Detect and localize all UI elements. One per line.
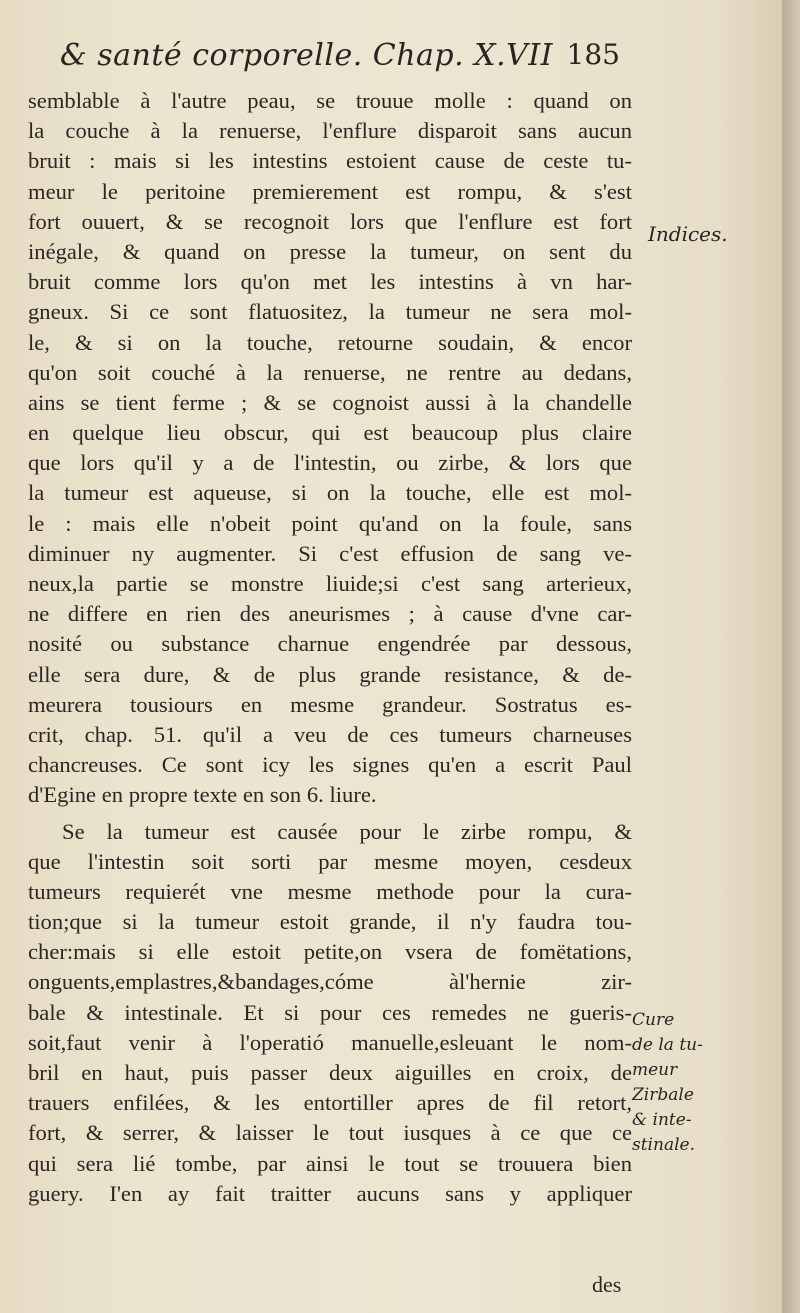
text-line: crit, chap. 51. qu'il a veu de ces tumeurs charneuses: [28, 721, 632, 747]
text-line: d'Egine en propre texte en son 6. liure.: [28, 782, 377, 808]
text-line: ains se tient ferme ; & se cognoist aussi à la chandelle: [28, 389, 632, 415]
catchword: des: [592, 1272, 622, 1297]
text-line: semblable à l'autre peau, se trouue molle : quand on: [28, 88, 632, 113]
body-text: [28, 86, 632, 1209]
text-line: le, & si on la touche, retourne soudain, & encor: [28, 329, 632, 355]
text-line: bruit comme lors qu'on met les intestins à vn har-: [28, 269, 632, 295]
margin-note-indices: Indices.: [648, 222, 728, 246]
margin-note-line: Zirbale: [632, 1085, 694, 1105]
text-line: tumeurs requierét vne mesme methode pour la cura-: [28, 878, 632, 904]
text-line: neux,la partie se monstre liuide;si c'est sang arterieux,: [28, 571, 632, 596]
text-line: fort, & serrer, & laisser le tout iusques à ce que ce: [28, 1120, 632, 1146]
page-number: 185: [566, 38, 620, 71]
text-line: bale & intestinale. Et si pour ces remedes ne gueris-: [28, 999, 632, 1025]
text-line: diminuer ny augmenter. Si c'est effusion de sang ve-: [28, 540, 632, 566]
text-line: bruit : mais si les intestins estoient cause de ceste tu-: [28, 148, 632, 174]
text-line: cher:mais si elle estoit petite,on vsera de fomëtations,: [28, 939, 632, 965]
text-line: trauers enfilées, & les entortiller apres de fil retort,: [28, 1090, 632, 1116]
text-line: ne differe en rien des aneurismes ; à cause d'vne car-: [28, 601, 632, 627]
text-line: meur le peritoine premierement est rompu, & s'est: [28, 178, 632, 204]
margin-note-line: Cure: [632, 1010, 675, 1030]
text-line: onguents,emplastres,&bandages,cóme àl'hernie zir-: [28, 969, 632, 995]
running-title: & santé corporelle. Chap. X.VII: [60, 38, 553, 73]
text-line: la couche à la renuerse, l'enflure disparoit sans aucun: [28, 118, 632, 144]
text-line: soit,faut venir à l'operatió manuelle,esleuant le nom-: [28, 1029, 632, 1055]
text-line: elle sera dure, & de plus grande resistance, & de-: [28, 661, 632, 687]
text-line: qui sera lié tombe, par ainsi le tout se trouuera bien: [28, 1150, 632, 1176]
text-line: la tumeur est aqueuse, si on la touche, elle est mol-: [28, 480, 632, 506]
text-line: guery. I'en ay fait traitter aucuns sans y appliquer: [28, 1180, 632, 1206]
margin-note-line: de la tu-: [632, 1035, 703, 1055]
text-line: gneux. Si ce sont flatuositez, la tumeur ne sera mol-: [28, 299, 632, 325]
text-line: le : mais elle n'obeit point qu'and on la foule, sans: [28, 510, 632, 536]
page-edge: [782, 0, 800, 1313]
text-line: Se la tumeur est causée pour le zirbe rompu, &: [62, 818, 632, 844]
text-line: tion;que si la tumeur estoit grande, il n'y faudra tou-: [28, 909, 632, 935]
text-line: inégale, & quand on presse la tumeur, on sent du: [28, 238, 632, 264]
margin-note-line: stinale.: [632, 1135, 695, 1155]
text-line: que lors qu'il y a de l'intestin, ou zirbe, & lors que: [28, 450, 632, 476]
text-line: bril en haut, puis passer deux aiguilles en croix, de: [28, 1060, 632, 1085]
text-line: que l'intestin soit sorti par mesme moyen, cesdeux: [28, 848, 632, 874]
page-header: [60, 38, 620, 88]
text-line: qu'on soit couché à la renuerse, ne rentre au dedans,: [28, 359, 632, 385]
margin-note-cure: [632, 1008, 742, 1158]
margin-note-line: meur: [632, 1060, 678, 1080]
text-line: nosité ou substance charnue engendrée par dessous,: [28, 631, 632, 657]
text-line: en quelque lieu obscur, qui est beaucoup plus claire: [28, 420, 632, 446]
text-line: chancreuses. Ce sont icy les signes qu'en a escrit Paul: [28, 752, 632, 778]
text-line: fort ouuert, & se recognoit lors que l'enflure est fort: [28, 208, 632, 234]
margin-note-line: & inte-: [632, 1110, 692, 1130]
text-line: meurera tousiours en mesme grandeur. Sostratus es-: [28, 691, 632, 717]
